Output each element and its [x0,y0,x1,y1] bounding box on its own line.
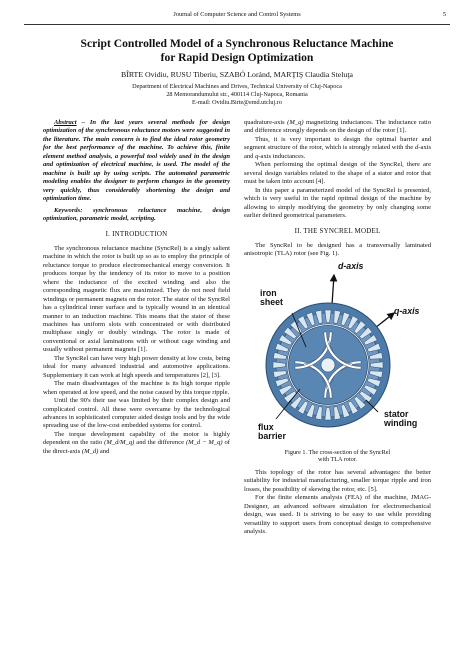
header-rule [24,24,450,25]
label-line: sheet [260,296,283,307]
journal-name: Journal of Computer Science and Control Systems [173,11,301,18]
text-run: and [98,447,110,455]
paragraph: The main disadvantages of the machine is its high torque ripple when operated at low speed, and the noise caused by this torque ripple. [43,380,230,396]
page-number: 5 [442,11,446,18]
label-line: winding [384,417,418,428]
paragraph: For the finite elements analysis (FEA) of the machine, JMAG-Designer, an advanced software simulation for electromechanical design, was used. It is striving to be easy to use while providing versatility to support users from conceptual design to comprehensive analysis. [244,494,431,536]
math-difference: (M_d − M_q) [185,439,223,447]
caption-line: with TLA rotor. [318,456,357,464]
affiliation-line-3: E-mail: Ovidiu.Birte@emd.utcluj.ro [192,98,282,106]
iron-sheet-label [260,289,283,307]
abstract [43,119,230,204]
paragraph: Until the 90's their use was limited by their complex design and complicated control. All these were overcame by the technological advances in sophisticated computer aided design tools and by the wide spreading use of the low-cost embedded systems for control. [43,397,230,430]
flux-barrier-label [258,423,286,441]
paragraph: The SyncRel can have very high power density at low costs, being ideal for many advanced industrial and automotive applications. Supplementary it can work at high speeds and temperatures [2], [3]. [43,354,230,379]
keywords [43,207,230,224]
label-line: iron [260,287,277,298]
paragraph: When performing the optimal design of the SyncRel, there are several design variables related to the shape of a stator and rotor that must be taken into account [4]. [244,161,431,186]
text-run: -axis inductances. [258,152,306,160]
text-run: quadrature-axis [244,119,288,126]
abstract-text: – In the last years several methods for design optimization of the synchronous reluctance motors were suggested in the literature. The main concern is to find the ideal rotor geometry for the best performance of the machine. To achieve this, finite element method analysis, a powerful tool widely used in the design and optimization of electrical machine, is used. The model of the machine is built up by using scripts. The automated parametric modeling enables the designer to perform changes in the geometry very quickly, thus considerably shortening the design and optimization time. [43,119,230,203]
paragraph [43,431,230,456]
running-header [24,11,450,23]
stator-winding-label [384,410,417,428]
paragraph [244,136,431,161]
text-run: and the difference [134,439,186,447]
left-column [43,119,230,456]
paragraph: The SyncRel to be designed has a transversally laminated anisotropic (TLA) rotor (see Fig. 1). [244,241,431,258]
paragraph: This topology of the rotor has several advantages: the better suitability for industrial manufacturing, smaller torque ripple and iron losses, the possibility of skewing the rotor, etc. [5]. [244,468,431,493]
d-axis-label [338,262,363,271]
section-heading-introduction: I. INTRODUCTION [105,230,168,239]
right-column [244,119,431,537]
text-run: The torque development capability of the motor is highly dependent on the ratio [43,430,230,447]
d-axis-text: d-axis [338,260,364,271]
keywords-text: synchronous reluctance machine, design optimization, parametric model, scripting. [43,206,230,222]
paragraph: In this paper a parameterized model of the SyncRel is presented, which is very useful in the rapid optimal design of the machine by allowing to simply modifying the geometry by only changing some earlier defined geometrical parameters. [244,186,431,219]
math-md: (M_d) [81,447,99,455]
q-axis-text: q-axis [394,305,420,316]
keywords-label: Keywords: [54,206,83,214]
affiliation-line-1: Department of Electrical Machines and Drives, Technical University of Cluj-Napoca [132,83,342,90]
paper-title [40,37,434,65]
text-run: d [414,144,419,152]
author-list: BÎRTE Ovidiu, RUSU Tiberiu, SZABÓ Loránd, MARŢIŞ Claudia Steluţa [121,70,353,79]
text-run: Thus, it is very important to design the optimal barrier and segment structure of the rotor, which is strongly related with the [244,135,431,152]
q-axis-label [394,307,419,316]
text-run: q [255,152,259,160]
figure-syncrel-cross-section [244,261,431,447]
math-ratio: (M_d/M_q) [104,439,135,447]
title-line-2: for Rapid Design Optimization [160,51,314,64]
paragraph: The synchronous reluctance machine (SyncRel) is a singly salient machine in which the rotor is built up so as to employ the principle of reluctance torque to produce electromechanical energy conversion. It produces torque by the tendency of its rotor to move to a position where the inductance of the excited winding and also the corresponding magnetic flux are maximized. They do not need field windings or permanent magnets on the rotor. The stator of the SyncRel has a cylindrical inner surface and is typically wound in an identical manner to an induction machine. This means that the stator of these machines has uniform slots with concentrated or with distributed multiphase singly or doubly windings. The rotor is made of conventional or axial laminations with or without cage winding and usually without permanent magnets [1]. [43,244,230,354]
shaft [321,358,335,372]
section-heading-syncrel-model: II. THE SYNCREL MODEL [294,227,381,236]
label-line: stator [384,408,409,419]
text-run: of the direct-axis [43,439,230,455]
label-line: barrier [258,430,286,441]
caption-line: Figure 1. The cross-section of the SyncRel [284,448,391,456]
paragraph [244,119,431,136]
title-line-1: Script Controlled Model of a Synchronous Reluctance Machine [80,37,394,50]
abstract-label: Abstract [54,119,77,126]
math-mq: (M_q) [287,119,304,126]
affiliation-line-2: 28 Memorandumului str., 400114 Cluj-Napoca, Romania [166,90,308,98]
figure-caption [244,449,431,464]
affiliation [30,83,444,106]
text-run: magnetizing inductances. The inductance ratio and difference strongly depends on the design of the rotor [1]. [244,119,431,135]
text-run: -axis and [244,144,431,160]
label-line: flux [258,421,274,432]
